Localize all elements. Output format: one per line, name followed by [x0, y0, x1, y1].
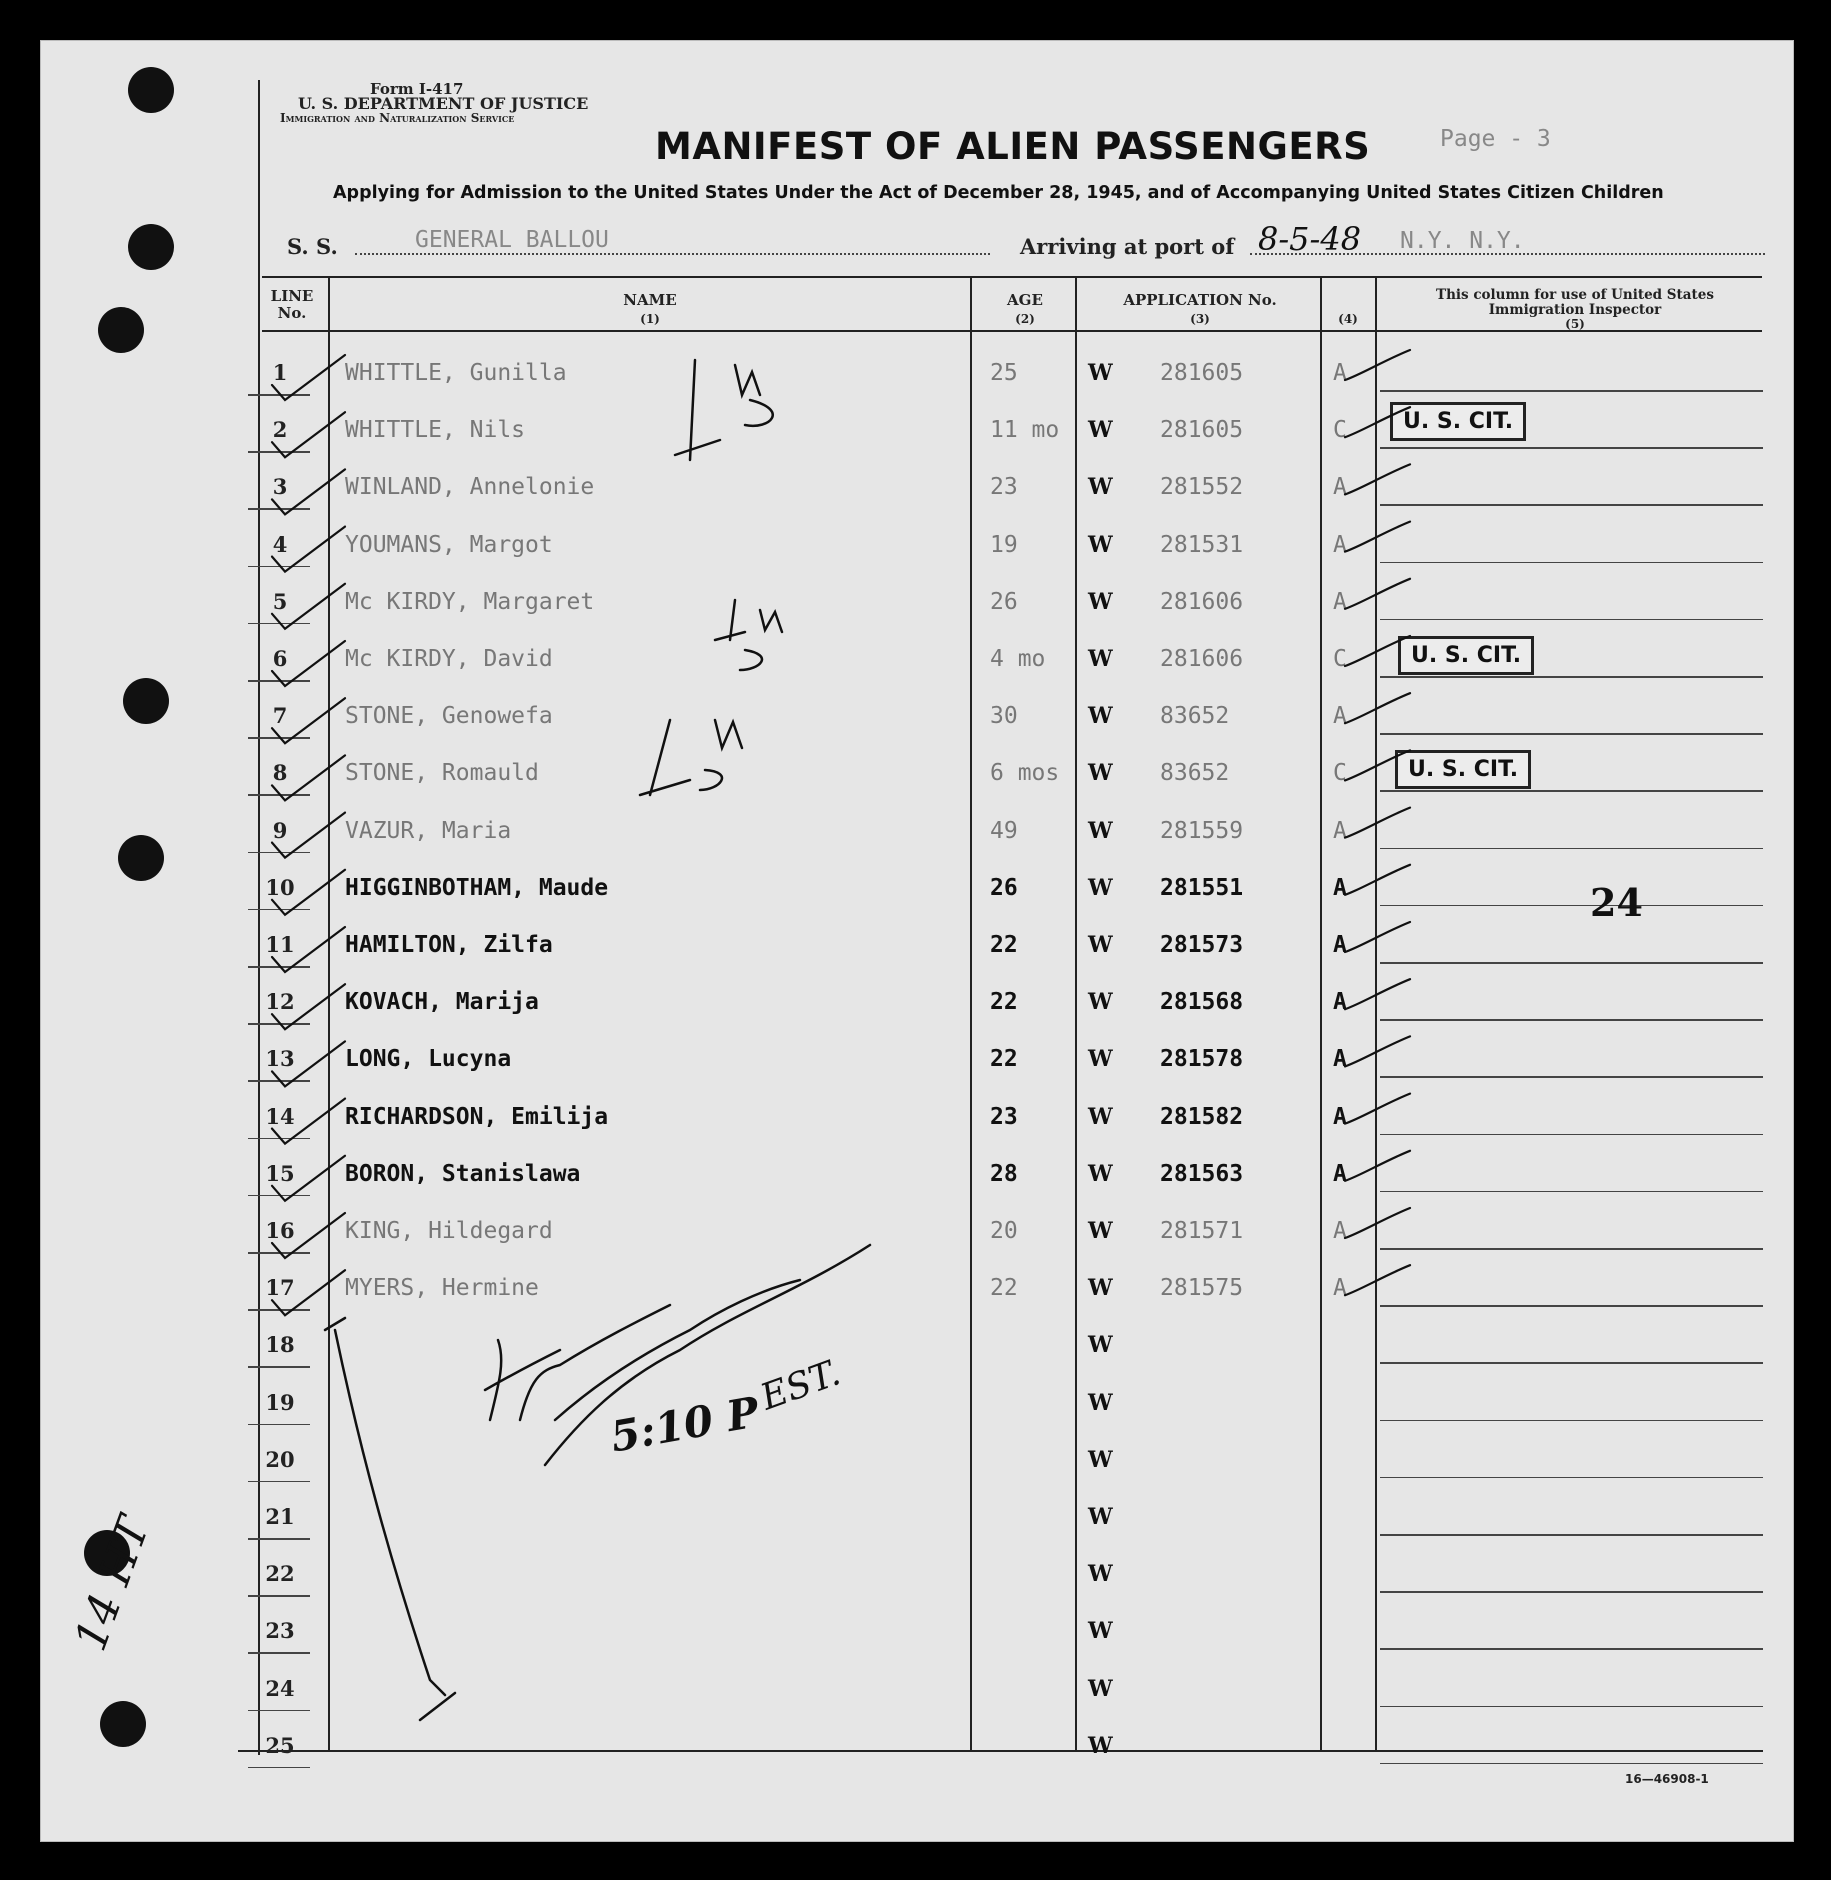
class-code: A — [1333, 474, 1347, 501]
line-number: 17 — [265, 1275, 295, 1301]
check-mark — [272, 1156, 345, 1201]
w-prefix: W — [1088, 1561, 1113, 1588]
passenger-name: HIGGINBOTHAM, Maude — [345, 874, 609, 901]
line-number: 4 — [272, 531, 288, 557]
line-number: 22 — [265, 1561, 295, 1587]
us-cit-stamp: U. S. CIT. — [1395, 750, 1531, 789]
line-number: 3 — [272, 474, 288, 500]
check-mark — [272, 584, 345, 629]
us-cit-stamp: U. S. CIT. — [1398, 636, 1534, 675]
class-code: A — [1333, 531, 1347, 558]
w-prefix: W — [1088, 1389, 1113, 1416]
class-code: A — [1333, 703, 1347, 730]
passenger-name: RICHARDSON, Emilija — [345, 1103, 609, 1130]
passenger-age: 22 — [990, 1046, 1018, 1073]
w-prefix: W — [1088, 1618, 1113, 1645]
passenger-name: KOVACH, Marija — [345, 989, 539, 1016]
check-mark — [1345, 979, 1410, 1009]
check-mark — [1345, 350, 1410, 380]
application-number: 281575 — [1160, 1275, 1244, 1302]
w-prefix: W — [1088, 1103, 1113, 1130]
line-number: 12 — [265, 989, 295, 1015]
application-number: 281571 — [1160, 1218, 1244, 1244]
check-mark — [272, 1213, 345, 1258]
passenger-age: 23 — [990, 1103, 1018, 1130]
line-number: 15 — [265, 1160, 295, 1186]
check-mark — [272, 813, 345, 858]
arrival-port: N.Y. N.Y. — [1400, 228, 1525, 254]
class-code: A — [1333, 1275, 1347, 1302]
col-4-header: (4) — [1338, 312, 1358, 326]
col-line-header: LINE No. — [270, 287, 314, 322]
application-number: 281605 — [1160, 417, 1244, 444]
application-number: 281605 — [1160, 360, 1244, 386]
application-number: 281552 — [1160, 474, 1244, 501]
w-prefix: W — [1088, 1446, 1113, 1473]
class-code: A — [1333, 817, 1347, 844]
check-mark — [1345, 579, 1410, 609]
passenger-name: BORON, Stanislawa — [345, 1160, 581, 1187]
check-mark — [272, 641, 345, 686]
passenger-name: STONE, Romauld — [345, 760, 539, 787]
w-prefix: W — [1088, 417, 1113, 444]
est-note: EST. — [755, 1352, 846, 1419]
check-mark — [272, 412, 345, 457]
check-mark — [272, 698, 345, 743]
passenger-name: VAZUR, Maria — [345, 817, 512, 844]
w-prefix: W — [1088, 932, 1113, 958]
department: U. S. DEPARTMENT OF JUSTICE — [298, 94, 589, 113]
check-mark — [272, 870, 345, 915]
application-number: 281563 — [1160, 1160, 1244, 1187]
w-prefix: W — [1088, 1675, 1113, 1702]
class-code: A — [1333, 1218, 1347, 1244]
passenger-age: 26 — [990, 874, 1018, 901]
application-number: 83652 — [1160, 703, 1230, 730]
class-code: C — [1333, 646, 1347, 672]
passenger-age: 26 — [990, 588, 1018, 615]
passenger-age: 49 — [990, 817, 1018, 844]
w-prefix: W — [1088, 703, 1113, 730]
check-mark — [1345, 750, 1410, 780]
class-code: A — [1333, 874, 1347, 901]
col-name-header: NAME — [623, 291, 677, 309]
line-number: 18 — [265, 1332, 295, 1358]
class-code: A — [1333, 360, 1347, 386]
check-mark — [272, 355, 345, 400]
passenger-age: 25 — [990, 360, 1018, 386]
application-number: 281578 — [1160, 1046, 1244, 1073]
class-code: A — [1333, 1046, 1347, 1073]
class-code: A — [1333, 932, 1347, 958]
w-prefix: W — [1088, 1275, 1113, 1302]
check-mark — [1345, 865, 1410, 895]
passenger-name: MYERS, Hermine — [345, 1275, 539, 1302]
line-number: 9 — [272, 817, 288, 843]
arrival-date: 8-5-48 — [1258, 220, 1362, 258]
line-number: 6 — [272, 646, 288, 671]
check-mark — [1345, 1151, 1410, 1181]
arrival-label: Arriving at port of — [1020, 234, 1235, 259]
line-number: 24 — [265, 1675, 295, 1701]
application-number: 281559 — [1160, 817, 1244, 844]
passenger-age: 23 — [990, 474, 1018, 501]
us-cit-stamp: U. S. CIT. — [1390, 402, 1526, 441]
ship-name: GENERAL BALLOU — [415, 227, 609, 253]
time-note: 5:10 P — [606, 1387, 763, 1462]
check-mark — [1345, 522, 1410, 552]
application-number: 281606 — [1160, 646, 1244, 672]
col-inspector-header: This column for use of United States Immigration Inspector — [1436, 287, 1714, 318]
passenger-name: KING, Hildegard — [345, 1218, 553, 1244]
check-mark — [1345, 808, 1410, 838]
check-mark — [272, 527, 345, 572]
ship-label: S. S. — [287, 234, 338, 259]
w-prefix: W — [1088, 760, 1113, 787]
w-prefix: W — [1088, 874, 1113, 901]
passenger-name: HAMILTON, Zilfa — [345, 932, 553, 958]
class-code: C — [1333, 417, 1347, 444]
check-mark — [272, 1099, 345, 1144]
check-mark — [1345, 464, 1410, 494]
service: Immigration and Naturalization Service — [280, 111, 515, 125]
check-mark — [1345, 922, 1410, 952]
w-prefix: W — [1088, 646, 1113, 672]
application-number: 281531 — [1160, 531, 1244, 558]
passenger-age: 30 — [990, 703, 1018, 730]
passenger-age: 22 — [990, 989, 1018, 1016]
check-mark — [272, 1041, 345, 1086]
w-prefix: W — [1088, 531, 1113, 558]
application-number: 281582 — [1160, 1103, 1244, 1130]
passenger-name: WINLAND, Annelonie — [345, 474, 595, 501]
check-mark — [1345, 693, 1410, 723]
w-prefix: W — [1088, 1504, 1113, 1530]
col-application-header: APPLICATION No. — [1123, 291, 1277, 309]
passenger-name: WHITTLE, Gunilla — [345, 360, 567, 386]
line-number: 21 — [265, 1504, 295, 1529]
check-mark — [1345, 1265, 1410, 1295]
line-number: 14 — [265, 1103, 295, 1129]
line-number: 5 — [272, 588, 288, 614]
line-number: 13 — [265, 1046, 295, 1072]
w-prefix: W — [1088, 1332, 1113, 1359]
col-age-header: AGE — [1007, 291, 1043, 309]
line-number: 16 — [265, 1218, 295, 1243]
passenger-name: Mc KIRDY, David — [345, 646, 553, 672]
application-number: 281606 — [1160, 588, 1244, 615]
check-mark — [272, 927, 345, 972]
passenger-age: 22 — [990, 932, 1018, 958]
check-mark — [1345, 1208, 1410, 1238]
passenger-name: STONE, Genowefa — [345, 703, 553, 730]
line-number: 19 — [265, 1389, 295, 1415]
check-mark — [1345, 1094, 1410, 1124]
class-code: C — [1333, 760, 1347, 787]
form-number: Form I-417 — [370, 80, 464, 98]
application-number: 83652 — [1160, 760, 1230, 787]
passenger-age: 28 — [990, 1160, 1018, 1187]
application-number: 281568 — [1160, 989, 1244, 1016]
passenger-age: 22 — [990, 1275, 1018, 1302]
line-number: 20 — [265, 1446, 295, 1472]
margin-note: 14 HT — [65, 1510, 161, 1658]
passenger-name: Mc KIRDY, Margaret — [345, 588, 595, 615]
line-number: 8 — [272, 760, 288, 786]
passenger-age: 4 mo — [990, 646, 1046, 672]
w-prefix: W — [1088, 1160, 1113, 1187]
line-number: 2 — [272, 417, 288, 443]
passenger-name: YOUMANS, Margot — [345, 531, 553, 558]
line-number: 25 — [265, 1732, 295, 1758]
class-code: A — [1333, 1160, 1347, 1187]
w-prefix: W — [1088, 474, 1113, 501]
w-prefix: W — [1088, 817, 1113, 844]
check-mark — [272, 984, 345, 1029]
inspector-note: 24 — [1590, 880, 1643, 925]
check-mark — [1345, 636, 1410, 666]
check-mark — [272, 755, 345, 800]
w-prefix: W — [1088, 1218, 1113, 1244]
w-prefix: W — [1088, 1046, 1113, 1073]
line-number: 11 — [265, 932, 295, 957]
class-code: A — [1333, 588, 1347, 615]
subtitle: Applying for Admission to the United States Under the Act of December 28, 1945, and of Accompanying United States Citizen Children — [333, 183, 1664, 203]
page-title: MANIFEST OF ALIEN PASSENGERS — [655, 125, 1371, 168]
class-code: A — [1333, 1103, 1347, 1130]
form-code: 16—46908-1 — [1625, 1772, 1709, 1786]
passenger-name: LONG, Lucyna — [345, 1046, 512, 1073]
line-number: 7 — [272, 703, 288, 729]
w-prefix: W — [1088, 989, 1113, 1016]
w-prefix: W — [1088, 1732, 1113, 1759]
application-number: 281573 — [1160, 932, 1244, 958]
passenger-name: WHITTLE, Nils — [345, 417, 526, 444]
check-mark — [1345, 407, 1410, 437]
check-mark — [1345, 1036, 1410, 1066]
line-number: 10 — [265, 874, 295, 900]
application-number: 281551 — [1160, 874, 1244, 901]
page-number: Page - 3 — [1440, 126, 1551, 152]
check-mark — [272, 469, 345, 514]
w-prefix: W — [1088, 588, 1113, 615]
w-prefix: W — [1088, 360, 1113, 386]
line-number: 1 — [272, 360, 288, 385]
check-mark — [272, 1270, 345, 1315]
passenger-age: 19 — [990, 531, 1018, 558]
passenger-age: 6 mos — [990, 760, 1060, 787]
passenger-age: 11 mo — [990, 417, 1060, 444]
line-number: 23 — [265, 1618, 295, 1644]
passenger-age: 20 — [990, 1218, 1018, 1244]
class-code: A — [1333, 989, 1347, 1016]
